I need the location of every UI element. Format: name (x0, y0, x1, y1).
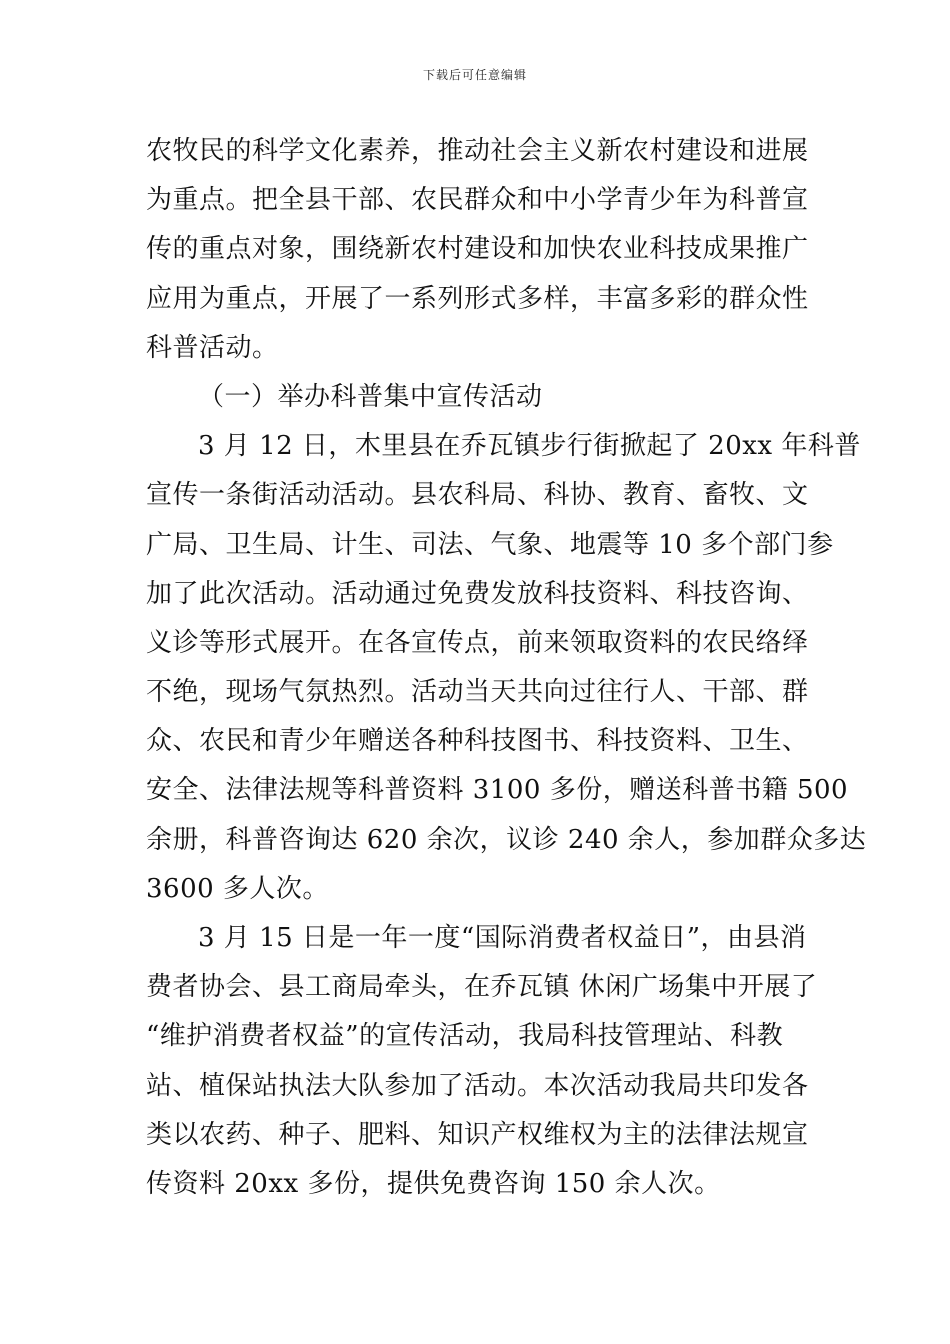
text-line: 义诊等形式展开。在各宣传点，前来领取资料的农民络绎 (146, 627, 809, 658)
text-line: 传的重点对象，围绕新农村建设和加快农业科技成果推广 (146, 234, 809, 265)
document-body (146, 127, 867, 1209)
page-header: 下载后可任意编辑 (422, 68, 527, 82)
text-line: 加了此次活动。活动通过免费发放科技资料、科技咨询、 (146, 578, 809, 609)
section-heading: （一）举办科普集中宣传活动 (198, 381, 543, 412)
text-line: 余册，科普咨询达 620 余次，议诊 240 余人，参加群众多达 (146, 824, 867, 855)
text-line: 安全、法律法规等科普资料 3100 多份，赠送科普书籍 500 (146, 775, 849, 806)
text-line: 站、植保站执法大队参加了活动。本次活动我局共印发各 (146, 1070, 809, 1101)
paragraph-first-line: 3 月 15 日是一年一度“国际消费者权益日”，由县消 (198, 923, 807, 953)
text-line: 农牧民的科学文化素养，推动社会主义新农村建设和进展 (146, 136, 809, 166)
text-line: 为重点。把全县干部、农民群众和中小学青少年为科普宣 (146, 185, 809, 216)
text-line: 类以农药、种子、肥料、知识产权维权为主的法律法规宣 (146, 1119, 809, 1150)
text-line: 科普活动。 (146, 332, 279, 363)
text-line: 宣传一条街活动活动。县农科局、科协、教育、畜牧、文 (146, 480, 809, 511)
text-line: 不绝，现场气氛热烈。活动当天共向过往行人、干部、群 (146, 677, 809, 708)
text-line: 费者协会、县工商局牵头，在乔瓦镇 休闲广场集中开展了 (146, 972, 818, 1003)
text-line: 3600 多人次。 (146, 873, 329, 904)
text-line: 应用为重点，开展了一系列形式多样，丰富多彩的群众性 (146, 283, 809, 314)
text-line: 广局、卫生局、计生、司法、气象、地震等 10 多个部门参 (146, 529, 834, 560)
text-line: 传资料 20xx 多份，提供免费咨询 150 余人次。 (146, 1168, 721, 1199)
text-line: 众、农民和青少年赠送各种科技图书、科技资料、卫生、 (146, 726, 809, 757)
paragraph-first-line: 3 月 12 日，木里县在乔瓦镇步行街掀起了 20xx 年科普 (198, 431, 861, 462)
text-line: “维护消费者权益”的宣传活动，我局科技管理站、科教 (146, 1021, 784, 1052)
